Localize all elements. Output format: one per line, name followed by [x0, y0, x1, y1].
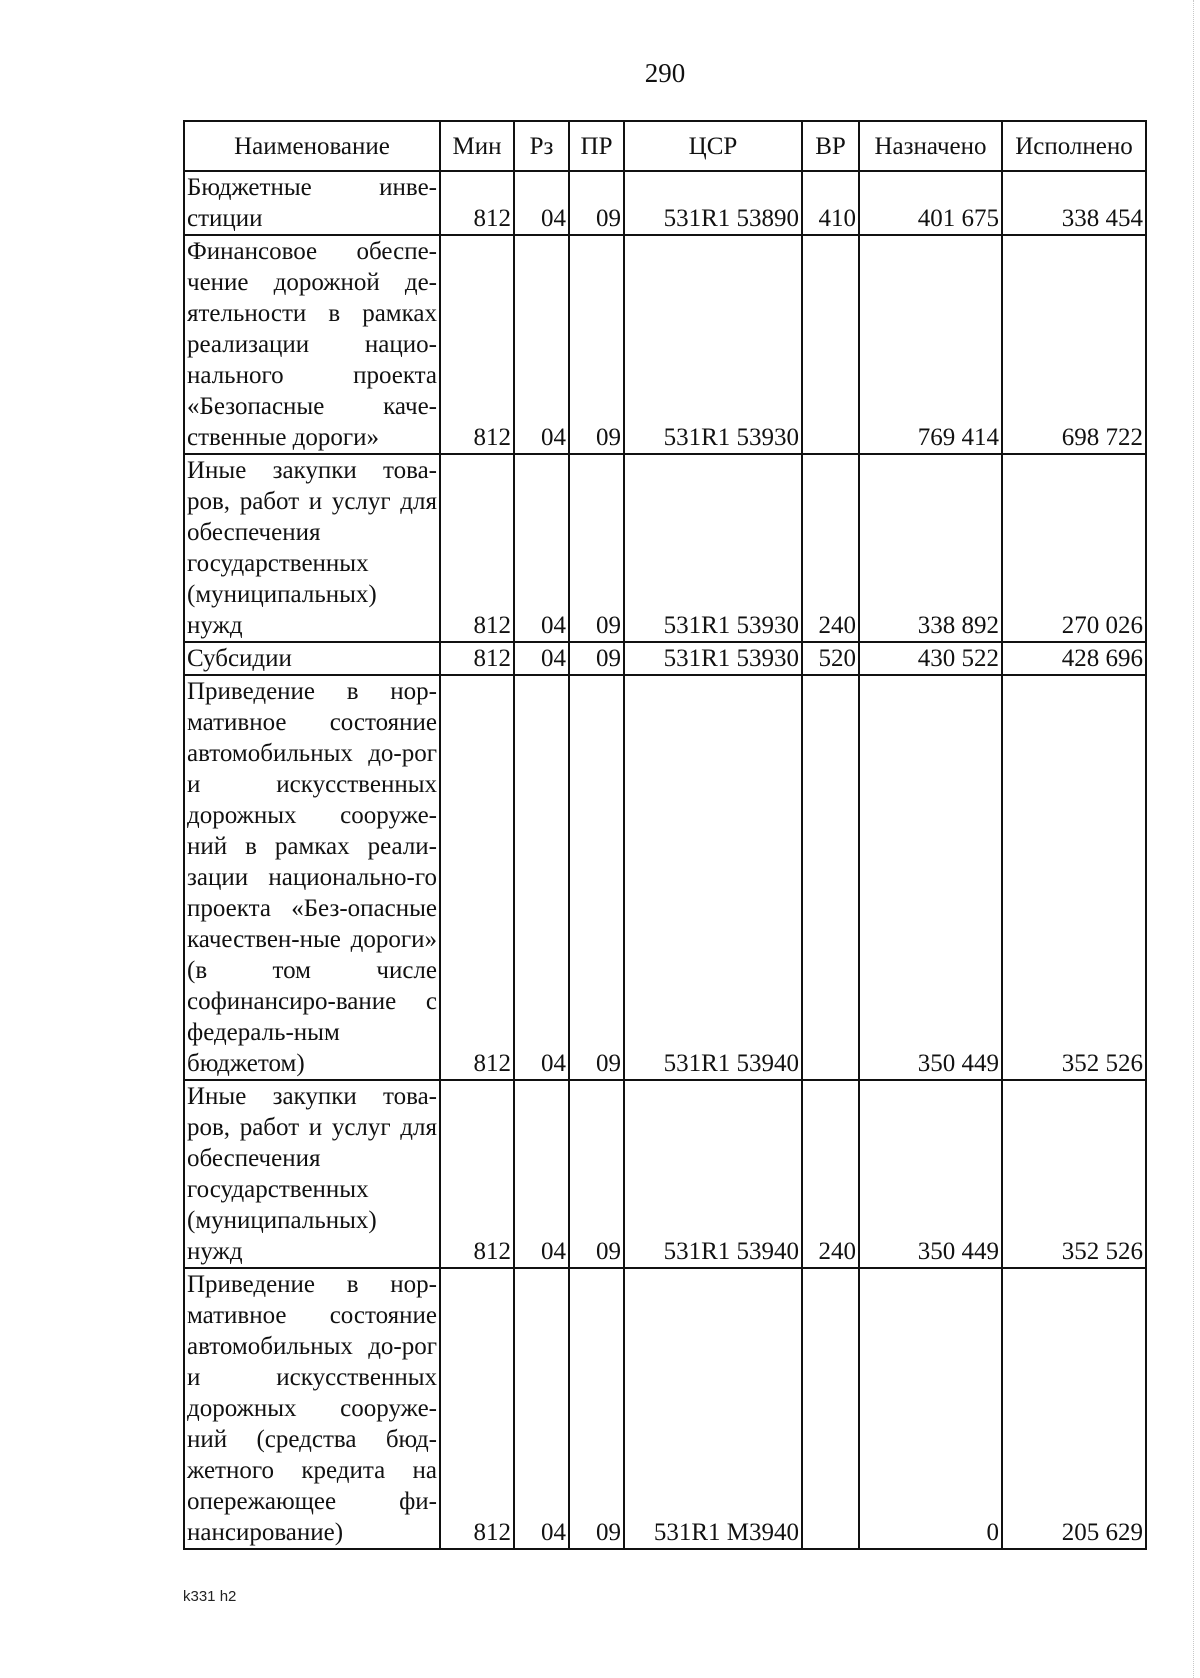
- cell-naznacheno: 350 449: [859, 675, 1002, 1080]
- table-row: [184, 1268, 1146, 1549]
- cell-vr: [802, 235, 859, 454]
- cell-min: 812: [440, 675, 514, 1080]
- cell-vr: 410: [802, 171, 859, 235]
- cell-name: Бюджетные инве-стиции: [184, 171, 440, 235]
- cell-rz: 04: [514, 454, 569, 642]
- table-row: [184, 454, 1146, 642]
- table-row: [184, 171, 1146, 235]
- cell-naznacheno: 769 414: [859, 235, 1002, 454]
- cell-ispolneno: 270 026: [1002, 454, 1146, 642]
- cell-vr: 240: [802, 1080, 859, 1268]
- header-vr: ВР: [802, 121, 859, 171]
- cell-name: Иные закупки това-ров, работ и услуг для обеспечения государственных (муниципальных) нужд: [184, 1080, 440, 1268]
- cell-name: Субсидии: [184, 642, 440, 675]
- cell-naznacheno: 350 449: [859, 1080, 1002, 1268]
- header-csr: ЦСР: [624, 121, 802, 171]
- cell-min: 812: [440, 1080, 514, 1268]
- table-row: [184, 1080, 1146, 1268]
- cell-csr: 531R1 53930: [624, 454, 802, 642]
- cell-vr: 520: [802, 642, 859, 675]
- header-rz: Рз: [514, 121, 569, 171]
- cell-rz: 04: [514, 675, 569, 1080]
- table-row: [184, 642, 1146, 675]
- cell-csr: 531R1 53940: [624, 675, 802, 1080]
- cell-name: Приведение в нор-мативное состояние автомобильных до-рог и искусственных дорожных сооруже-ний в рамках реали-зации национально-го проекта «Без-опасные качествен-ные дороги» (в том числе софинансиро-вание с федераль-ным бюджетом): [184, 675, 440, 1080]
- cell-ispolneno: 352 526: [1002, 675, 1146, 1080]
- cell-pr: 09: [569, 642, 624, 675]
- header-naznacheno: Назначено: [859, 121, 1002, 171]
- cell-ispolneno: 338 454: [1002, 171, 1146, 235]
- header-row: [184, 121, 1146, 171]
- cell-rz: 04: [514, 171, 569, 235]
- header-pr: ПР: [569, 121, 624, 171]
- cell-ispolneno: 205 629: [1002, 1268, 1146, 1549]
- cell-naznacheno: 401 675: [859, 171, 1002, 235]
- cell-naznacheno: 338 892: [859, 454, 1002, 642]
- cell-name: Финансовое обеспе-чение дорожной де-ятельности в рамках реализации нацио-нального проекта «Безопасные каче-ственные дороги»: [184, 235, 440, 454]
- cell-pr: 09: [569, 1268, 624, 1549]
- cell-vr: [802, 1268, 859, 1549]
- cell-csr: 531R1 53930: [624, 642, 802, 675]
- cell-pr: 09: [569, 171, 624, 235]
- cell-min: 812: [440, 454, 514, 642]
- cell-ispolneno: 698 722: [1002, 235, 1146, 454]
- cell-ispolneno: 428 696: [1002, 642, 1146, 675]
- cell-rz: 04: [514, 1080, 569, 1268]
- cell-min: 812: [440, 642, 514, 675]
- cell-naznacheno: 0: [859, 1268, 1002, 1549]
- cell-rz: 04: [514, 642, 569, 675]
- cell-vr: 240: [802, 454, 859, 642]
- header-ispolneno: Исполнено: [1002, 121, 1146, 171]
- cell-name: Иные закупки това-ров, работ и услуг для обеспечения государственных (муниципальных) нужд: [184, 454, 440, 642]
- header-name: Наименование: [184, 121, 440, 171]
- cell-name: Приведение в нор-мативное состояние автомобильных до-рог и искусственных дорожных сооруже-ний (средства бюд-жетного кредита на опережающее фи-нансирование): [184, 1268, 440, 1549]
- table-body: [184, 171, 1146, 1549]
- table-row: [184, 235, 1146, 454]
- page-number: 290: [644, 58, 686, 88]
- cell-pr: 09: [569, 675, 624, 1080]
- table-row: [184, 675, 1146, 1080]
- cell-csr: 531R1 53940: [624, 1080, 802, 1268]
- cell-min: 812: [440, 235, 514, 454]
- table-header: [184, 121, 1146, 171]
- header-min: Мин: [440, 121, 514, 171]
- cell-pr: 09: [569, 454, 624, 642]
- cell-pr: 09: [569, 1080, 624, 1268]
- cell-min: 812: [440, 1268, 514, 1549]
- cell-vr: [802, 675, 859, 1080]
- scan-edge-marks: [1190, 0, 1194, 1678]
- cell-rz: 04: [514, 1268, 569, 1549]
- cell-min: 812: [440, 171, 514, 235]
- cell-csr: 531R1 53890: [624, 171, 802, 235]
- cell-naznacheno: 430 522: [859, 642, 1002, 675]
- cell-csr: 531R1 M3940: [624, 1268, 802, 1549]
- footer-code: k331 h2: [183, 1588, 237, 1605]
- budget-table: [183, 120, 1147, 1550]
- cell-csr: 531R1 53930: [624, 235, 802, 454]
- cell-ispolneno: 352 526: [1002, 1080, 1146, 1268]
- cell-pr: 09: [569, 235, 624, 454]
- cell-rz: 04: [514, 235, 569, 454]
